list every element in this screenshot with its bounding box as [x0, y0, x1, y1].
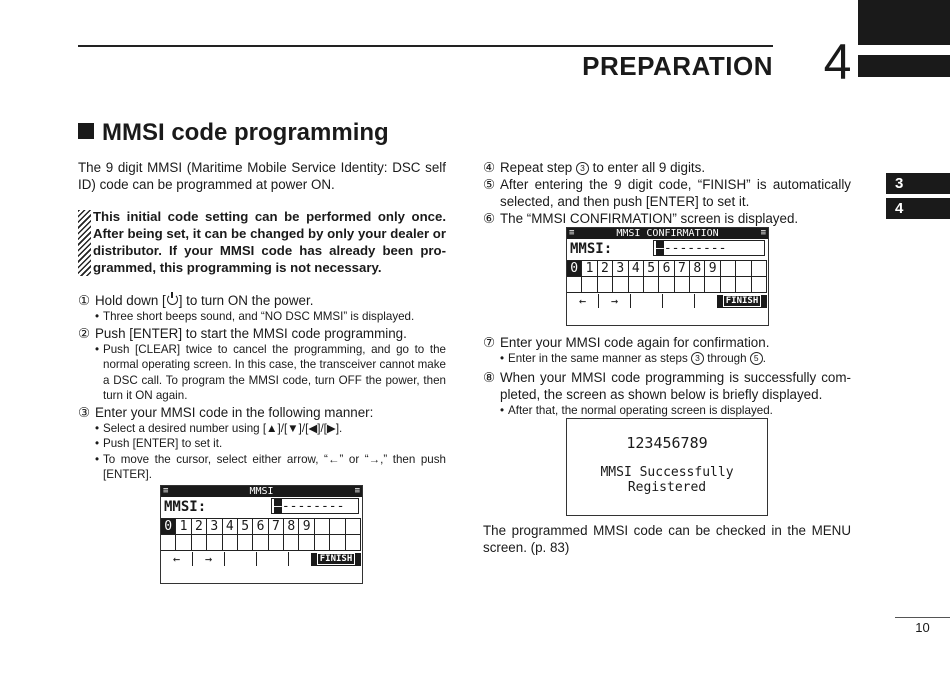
right-arrow-button[interactable]: → [193, 552, 225, 566]
blank-key [315, 535, 330, 551]
step-4-text-pre: Repeat step [500, 160, 576, 175]
blank-key [736, 277, 751, 293]
digit-key[interactable]: 5 [644, 261, 659, 277]
mmsi-entry-field[interactable] [653, 240, 765, 256]
blank-key [284, 535, 299, 551]
step-ref-icon: 3 [691, 352, 704, 365]
mmsi-label: MMSI: [570, 241, 613, 257]
entry-cursor: – [656, 241, 664, 256]
digit-key[interactable]: 3 [613, 261, 628, 277]
step-2-bullet [78, 342, 446, 404]
caution-hatch-icon [78, 210, 91, 276]
lcd-entry-row [161, 497, 362, 516]
digit-key[interactable]: 2 [598, 261, 613, 277]
step-ref-icon: 5 [750, 352, 763, 365]
chapter-tab-lower [858, 55, 950, 77]
blank-key [346, 519, 361, 535]
digit-key[interactable]: 6 [253, 519, 268, 535]
closing-paragraph: The programmed MMSI code can be checked in the MENU screen. (p. 83) [483, 523, 851, 555]
step-8-bullet-text: After that, the normal operating screen is displayed. [508, 403, 773, 417]
mmsi-label: MMSI: [164, 499, 207, 515]
menu-icon: ≡ [760, 228, 766, 238]
lcd-title-bar [567, 228, 768, 239]
digit-key[interactable]: 9 [299, 519, 314, 535]
blank-cell [631, 294, 663, 308]
blank-key [192, 535, 207, 551]
blank-key [721, 261, 736, 277]
finish-label: FINISH [317, 553, 356, 565]
page-number: 10 [915, 620, 930, 635]
digit-key[interactable]: 0 [161, 519, 176, 535]
blank-key [269, 535, 284, 551]
menu-icon: ≡ [163, 486, 169, 496]
lcd-screen-confirmation [566, 227, 769, 326]
blank-key [567, 277, 582, 293]
blank-key [659, 277, 674, 293]
step-2-number: ② [78, 325, 91, 341]
caution-note [78, 208, 446, 276]
digit-key[interactable]: 3 [207, 519, 222, 535]
chapter-tab-upper [858, 0, 950, 45]
step-1-text-post: ] to turn ON the power. [178, 293, 314, 308]
step-7-bullet-post: . [762, 352, 767, 365]
lcd-screen-mmsi [160, 485, 363, 584]
step-3 [78, 404, 446, 421]
step-1-number: ① [78, 293, 91, 308]
step-3-bullet-3 [78, 452, 446, 483]
step-3-bullet-3-text: To move the cursor, select either arrow, “←” or “→,” then push [ENTER]. [103, 452, 446, 481]
mmsi-entry-field[interactable] [271, 498, 359, 514]
steps-right-bottom [483, 334, 851, 418]
blank-key [736, 261, 751, 277]
blank-key [207, 535, 222, 551]
blank-key [705, 277, 720, 293]
menu-icon: ≡ [354, 486, 360, 496]
finish-label: FINISH [723, 295, 762, 307]
steps-left [78, 292, 446, 483]
side-tab-3[interactable]: 3 [886, 173, 950, 194]
step-5-text: After entering the 9 digit code, “FINISH” is automatically selected, and then push [ENTER] to set it. [500, 177, 851, 209]
digit-grid [161, 518, 361, 551]
blank-key [675, 277, 690, 293]
step-1-bullet [78, 309, 446, 325]
blank-key [330, 519, 345, 535]
blank-key [330, 535, 345, 551]
step-2-bullet-text: Push [CLEAR] twice to cancel the programming, and go to the normal operating screen. In this case, the transceiver cannot make a DSC call. To program the MMSI code, turn OFF the power, then turn it ON again. [103, 342, 446, 402]
blank-key [721, 277, 736, 293]
bullet-dot: • [95, 342, 100, 356]
caution-note-text: This initial code setting can be performed only once. After being set, it can be changed by only your dealer or distributor. If your MMSI code has already been pro-grammed, this programming is not necessary. [93, 209, 446, 275]
step-4-number: ④ [483, 160, 496, 175]
section-title [78, 119, 389, 147]
blank-key [582, 277, 597, 293]
blank-key [346, 535, 361, 551]
bullet-dot: • [95, 421, 100, 435]
lcd-screen-success [566, 418, 768, 516]
step-8-text: When your MMSI code programming is successfully com-pleted, the screen as shown below is briefly displayed. [500, 369, 851, 402]
blank-key [253, 535, 268, 551]
digit-key[interactable]: 1 [582, 261, 597, 277]
step-8 [483, 369, 851, 403]
digit-key[interactable]: 7 [675, 261, 690, 277]
chapter-title: PREPARATION [582, 51, 773, 81]
arrow-row [567, 294, 695, 308]
success-code: 123456789 [626, 434, 708, 452]
bullet-dot: • [95, 310, 100, 323]
digit-key[interactable]: 7 [269, 519, 284, 535]
digit-key[interactable]: 0 [567, 261, 582, 277]
chapter-number: 4 [823, 34, 852, 90]
blank-cell [225, 552, 257, 566]
step-8-number: ⑧ [483, 369, 496, 385]
blank-cell [663, 294, 695, 308]
blank-key [644, 277, 659, 293]
blank-cell [257, 552, 289, 566]
blank-key [752, 277, 767, 293]
lcd-title: MMSI [249, 486, 274, 497]
lcd-title: MMSI CONFIRMATION [616, 228, 719, 239]
blank-key [598, 277, 613, 293]
digit-key[interactable]: 4 [223, 519, 238, 535]
step-3-number: ③ [78, 404, 91, 420]
step-7-bullet-pre: Enter in the same manner as steps [508, 352, 692, 365]
bullet-dot: • [95, 437, 100, 450]
bullet-dot: • [500, 403, 505, 417]
blank-key [613, 277, 628, 293]
entry-dashes: -------- [281, 499, 345, 514]
power-icon [167, 294, 178, 305]
blank-key [752, 261, 767, 277]
side-tab-4[interactable]: 4 [886, 198, 950, 219]
step-7-text: Enter your MMSI code again for confirmation. [500, 335, 770, 350]
square-bullet-icon [78, 123, 94, 139]
step-7-bullet [483, 351, 851, 367]
arrow-row [161, 552, 289, 566]
entry-dashes: -------- [663, 241, 727, 256]
step-4-text-post: to enter all 9 digits. [588, 160, 706, 175]
digit-key[interactable]: 1 [176, 519, 191, 535]
step-3-bullet-2 [78, 436, 446, 452]
digit-key[interactable]: 2 [192, 519, 207, 535]
intro-paragraph: The 9 digit MMSI (Maritime Mobile Service Identity: DSC self ID) code can be programmed at power ON. [78, 160, 446, 192]
blank-key [161, 535, 176, 551]
digit-grid [567, 260, 767, 293]
page-number-rule [895, 617, 950, 618]
step-2-text: Push [ENTER] to start the MMSI code programming. [95, 325, 407, 341]
step-3-text: Enter your MMSI code in the following manner: [95, 404, 374, 420]
step-2 [78, 325, 446, 342]
digit-key[interactable]: 9 [705, 261, 720, 277]
blank-key [238, 535, 253, 551]
finish-button[interactable] [717, 295, 767, 308]
step-5-number: ⑤ [483, 177, 496, 192]
digit-key[interactable]: 8 [690, 261, 705, 277]
step-3-bullet-1-text: Select a desired number using [▲]/[▼]/[◀]/[▶]. [103, 421, 343, 435]
blank-key [299, 535, 314, 551]
menu-icon: ≡ [569, 228, 575, 238]
finish-button[interactable] [311, 553, 361, 566]
bullet-dot: • [95, 452, 100, 466]
bullet-dot: • [500, 352, 505, 365]
header-rule [78, 45, 773, 47]
lcd-entry-row [567, 239, 768, 258]
step-6 [483, 210, 851, 227]
blank-key [315, 519, 330, 535]
left-arrow-button[interactable]: ← [161, 552, 193, 566]
right-arrow-button[interactable]: → [599, 294, 631, 308]
left-arrow-button[interactable]: ← [567, 294, 599, 308]
step-7-number: ⑦ [483, 335, 496, 350]
step-6-number: ⑥ [483, 211, 496, 226]
success-line-1: MMSI Successfully [600, 465, 734, 480]
success-line-2: Registered [627, 480, 707, 495]
step-1-bullet-text: Three short beeps sound, and “NO DSC MMSI” is displayed. [103, 310, 415, 323]
digit-key[interactable]: 8 [284, 519, 299, 535]
step-7 [483, 334, 851, 351]
step-5 [483, 176, 851, 210]
entry-cursor: – [274, 499, 282, 514]
step-4 [483, 159, 851, 176]
digit-key[interactable]: 4 [629, 261, 644, 277]
blank-key [223, 535, 238, 551]
step-1-text-pre: Hold down [ [95, 293, 166, 308]
steps-right-top [483, 159, 851, 227]
blank-key [629, 277, 644, 293]
step-3-bullet-1 [78, 421, 446, 437]
step-3-bullet-2-text: Push [ENTER] to set it. [103, 437, 223, 450]
step-6-text: The “MMSI CONFIRMATION” screen is displayed. [500, 211, 799, 226]
step-7-bullet-mid: through [704, 352, 750, 365]
blank-key [176, 535, 191, 551]
lcd-title-bar [161, 486, 362, 497]
step-ref-icon: 3 [576, 162, 589, 175]
digit-key[interactable]: 6 [659, 261, 674, 277]
blank-key [690, 277, 705, 293]
digit-key[interactable]: 5 [238, 519, 253, 535]
step-8-bullet [483, 403, 851, 419]
step-1 [78, 292, 446, 309]
section-title-text: MMSI code programming [102, 119, 389, 146]
